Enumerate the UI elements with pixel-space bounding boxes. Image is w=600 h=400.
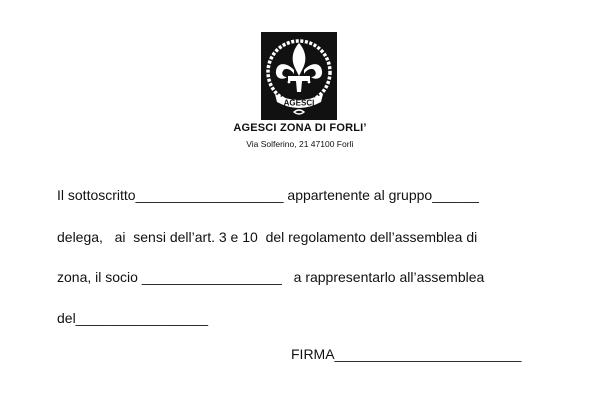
fleur-de-lis-icon <box>261 32 337 120</box>
agesci-logo <box>261 32 337 120</box>
form-line-member: zona, il socio __________________ a rappresentarlo all’assemblea <box>57 269 485 285</box>
logo-text: AGESCI <box>283 98 315 108</box>
signature-field: FIRMA________________________ <box>291 346 522 362</box>
organization-address: Via Solferino, 21 47100 Forlì <box>246 139 354 149</box>
form-line-delegation: delega, ai sensi dell’art. 3 e 10 del regolamento dell’assemblea di <box>57 229 478 245</box>
form-line-date: del_________________ <box>57 310 209 326</box>
organization-name: AGESCI ZONA DI FORLI’ <box>233 122 367 134</box>
form-line-undersigned: Il sottoscritto___________________ appartenente al gruppo______ <box>57 187 479 203</box>
